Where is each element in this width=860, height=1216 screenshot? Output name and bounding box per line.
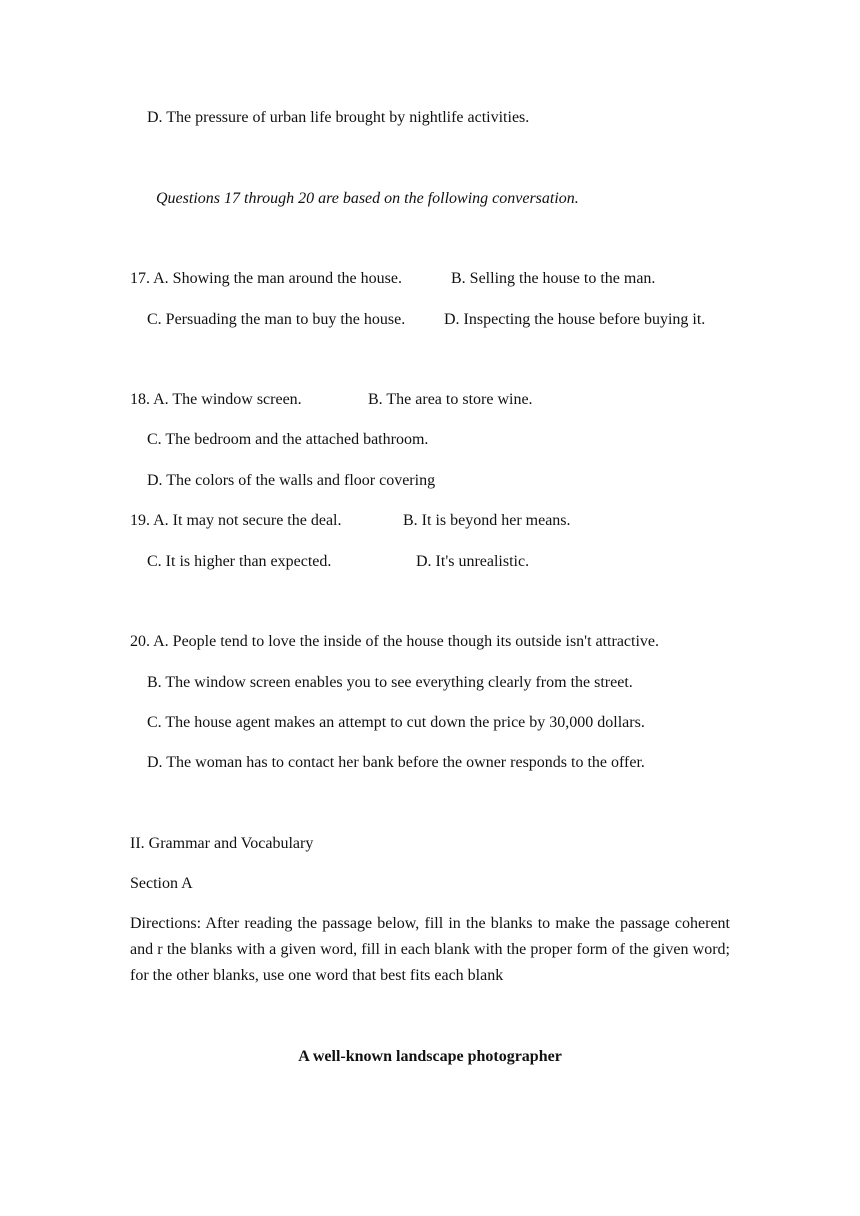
section-heading: II. Grammar and Vocabulary xyxy=(130,835,314,852)
q20-option-b: B. The window screen enables you to see everything clearly from the street. xyxy=(147,674,633,691)
section-a-label: Section A xyxy=(130,875,193,892)
q18-option-d: D. The colors of the walls and floor covering xyxy=(147,472,436,489)
q19-option-b: B. It is beyond her means. xyxy=(403,512,571,529)
q17-option-b: B. Selling the house to the man. xyxy=(451,270,656,287)
q16-option-d: D. The pressure of urban life brought by nightlife activities. xyxy=(147,109,530,126)
q20-option-d: D. The woman has to contact her bank before the owner responds to the offer. xyxy=(147,754,645,771)
directions-paragraph: Directions: After reading the passage below, fill in the blanks to make the passage coherent and r the blanks with a given word, fill in each blank with the proper form of the given word; for the other blanks, use one word that best fits each blank xyxy=(130,915,730,984)
q17-option-c: C. Persuading the man to buy the house. xyxy=(147,311,406,328)
q17-option-a: 17. A. Showing the man around the house. xyxy=(130,270,402,287)
q20-option-c: C. The house agent makes an attempt to cut down the price by 30,000 dollars. xyxy=(147,714,645,731)
q18-option-c: C. The bedroom and the attached bathroom. xyxy=(147,431,429,448)
q18-option-a: 18. A. The window screen. xyxy=(130,391,302,408)
q19-option-d: D. It's unrealistic. xyxy=(416,553,530,570)
q18-option-b: B. The area to store wine. xyxy=(368,391,533,408)
q19-option-c: C. It is higher than expected. xyxy=(147,553,332,570)
conversation-intro: Questions 17 through 20 are based on the following conversation. xyxy=(156,190,579,207)
q19-option-a: 19. A. It may not secure the deal. xyxy=(130,512,342,529)
passage-title: A well-known landscape photographer xyxy=(298,1048,562,1065)
q20-option-a: 20. A. People tend to love the inside of the house though its outside isn't attractive. xyxy=(130,633,660,650)
q17-option-d: D. Inspecting the house before buying it. xyxy=(444,311,706,328)
